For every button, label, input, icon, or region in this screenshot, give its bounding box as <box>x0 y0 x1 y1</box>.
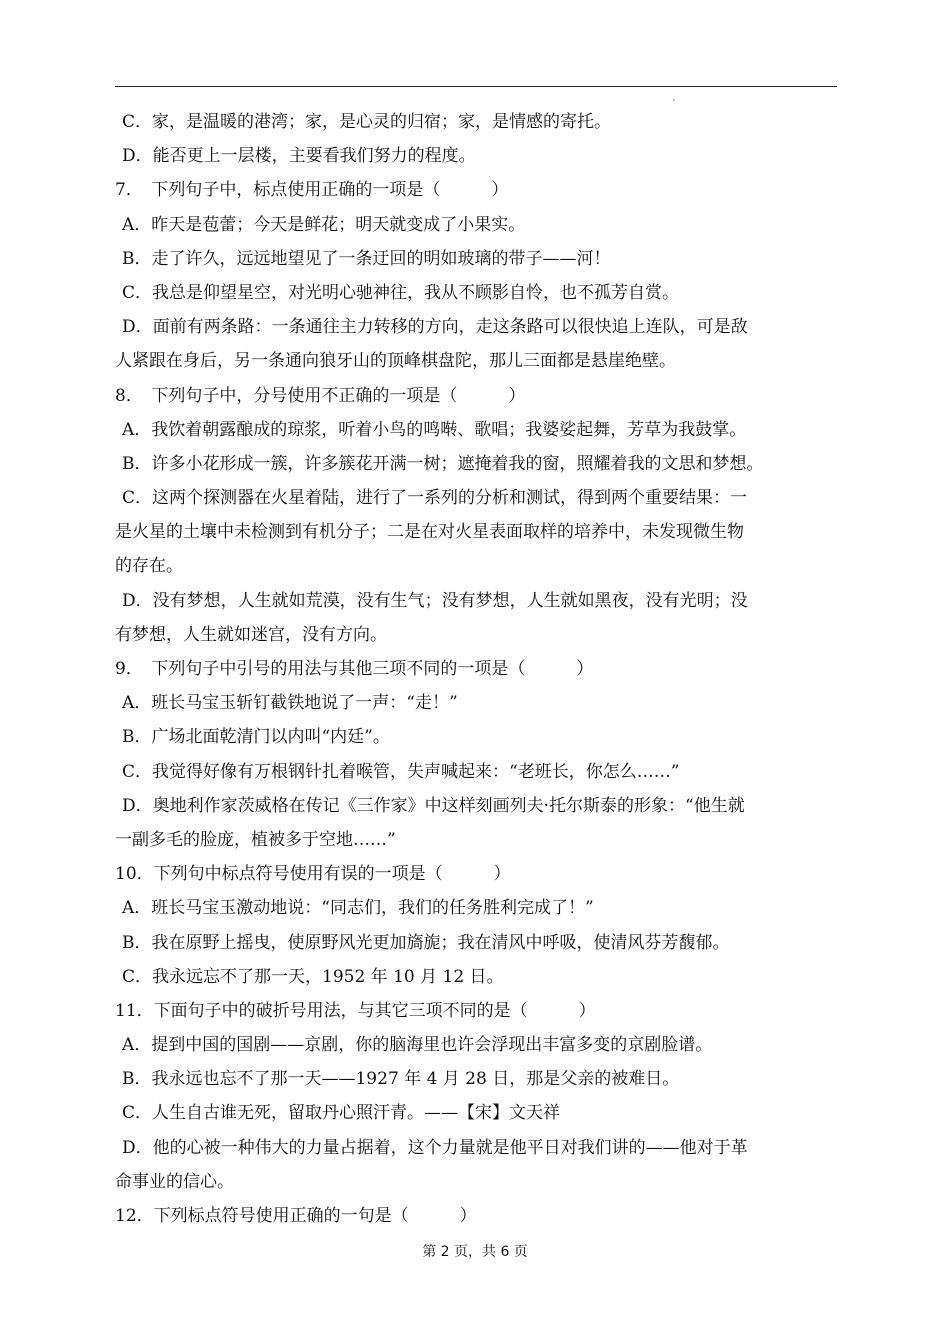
option-continuation: 是火星的土壤中未检测到有机分子；二是在对火星表面取样的培养中，未发现微生物 <box>115 522 744 543</box>
question-stem: 7． 下列句子中，标点使用正确的一项是（ ） <box>115 180 509 201</box>
question-stem: 12．下列标点符号使用正确的一句是（ ） <box>115 1206 477 1226</box>
option-line: D．能否更上一层楼，主要看我们努力的程度。 <box>122 146 476 167</box>
option-line: C．这两个探测器在火星着陆，进行了一系列的分析和测试，得到两个重要结果：一 <box>122 488 748 509</box>
page-content <box>115 105 840 1233</box>
option-line: C．我总是仰望星空，对光明心驰神往，我从不顾影自怜，也不孤芳自赏。 <box>122 282 680 303</box>
option-line: B．许多小花形成一簇，许多簇花开满一树；遮掩着我的窗，照耀着我的文思和梦想。 <box>122 453 764 474</box>
option-line: A．班长马宝玉激动地说：“同志们，我们的任务胜利完成了！” <box>122 898 594 919</box>
question-stem: 8． 下列句子中，分号使用不正确的一项是（ ） <box>115 385 526 406</box>
option-line: A．昨天是苞蕾；今天是鲜花；明天就变成了小果实。 <box>122 214 526 235</box>
option-continuation: 命事业的信心。 <box>115 1171 234 1192</box>
question-stem: 11．下面句子中的破折号用法，与其它三项不同的是（ ） <box>115 1000 596 1021</box>
option-line: B．我永远也忘不了那一天——1927 年 4 月 28 日，那是父亲的被难日。 <box>122 1069 680 1090</box>
option-line: C．我永远忘不了那一天，1952 年 10 月 12 日。 <box>122 966 504 987</box>
option-line: C．家，是温暖的港湾；家，是心灵的归宿；家，是情感的寄托。 <box>122 112 612 132</box>
option-line: D．没有梦想，人生就如荒漠，没有生气；没有梦想，人生就如黑夜，没有光明；没 <box>122 590 748 611</box>
option-line: A．我饮着朝露酿成的琼浆，听着小鸟的鸣啭、歌唱；我婆娑起舞，芳草为我鼓掌。 <box>122 419 747 440</box>
option-continuation: 人紧跟在身后，另一条通向狼牙山的顶峰棋盘陀，那儿三面都是悬崖绝壁。 <box>115 351 676 372</box>
option-line: B．广场北面乾清门以内叫“内廷”。 <box>122 727 390 748</box>
option-line: D．他的心被一种伟大的力量占据着，这个力量就是他平日对我们讲的——他对于革 <box>122 1137 748 1158</box>
option-line: C．我觉得好像有万根钢针扎着喉管，失声喊起来：“老班长，你怎么……” <box>122 761 680 782</box>
option-line: C．人生自古谁无死，留取丹心照汗青。——【宋】文天祥 <box>122 1103 561 1124</box>
question-stem: 10．下列句中标点符号使用有误的一项是（ ） <box>115 864 511 885</box>
option-line: B．我在原野上摇曳，使原野风光更加旖旎；我在清风中呼吸，使清风芬芳馥郁。 <box>122 932 730 953</box>
option-continuation: 有梦想，人生就如迷宫，没有方向。 <box>115 624 387 645</box>
option-line: A．班长马宝玉斩钉截铁地说了一声：“走！” <box>122 693 458 714</box>
header-rule <box>115 86 837 87</box>
page-footer: 第 2 页，共 6 页 <box>422 1244 528 1260</box>
scan-dot <box>673 99 675 101</box>
option-line: D．面前有两条路：一条通往主力转移的方向，走这条路可以很快追上连队，可是敌 <box>122 317 748 338</box>
question-stem: 9． 下列句子中引号的用法与其他三项不同的一项是（ ） <box>115 659 594 679</box>
option-continuation: 的存在。 <box>115 556 183 577</box>
option-continuation: 一副多毛的脸庞，植被多于空地……” <box>115 829 396 850</box>
option-line: A．提到中国的国剧——京剧，你的脑海里也许会浮现出丰富多变的京剧脸谱。 <box>122 1035 713 1056</box>
option-line: D．奥地利作家茨威格在传记《三作家》中这样刻画列夫·托尔斯泰的形象：“他生就 <box>122 795 745 816</box>
option-line: B．走了许久，远远地望见了一条迂回的明如玻璃的带子——河！ <box>122 248 611 269</box>
